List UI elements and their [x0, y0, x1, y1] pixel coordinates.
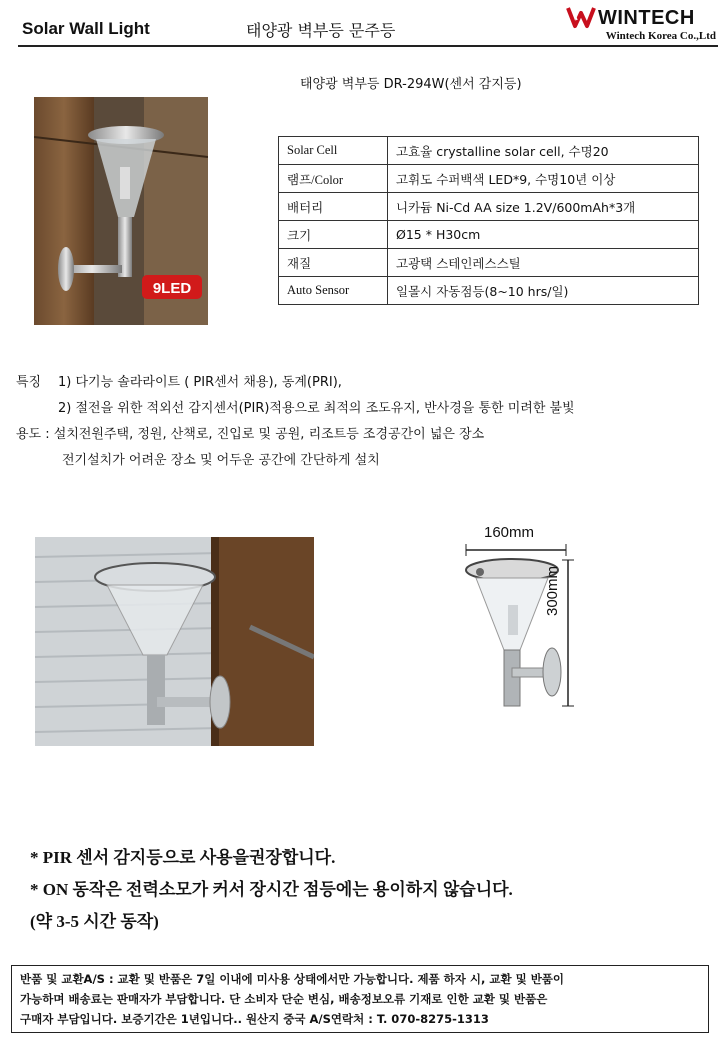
feature-item-2: 2) 절전을 위한 적외선 감지센서(PIR)적용으로 최적의 조도유지, 반사경을 통한 미려한 불빛 — [58, 401, 575, 416]
dimension-drawing — [456, 520, 586, 720]
feature-item-1: 1) 다기능 솔라라이트 ( PIR센서 채용), 동계(PRI), — [58, 375, 342, 390]
logo-wordmark: WINTECH — [598, 7, 695, 29]
header-divider — [18, 45, 718, 47]
features-label: 특징 — [16, 375, 42, 390]
product-title: 태양광 벽부등 DR-294W(센서 감지등) — [300, 77, 522, 92]
header-title-ko: 태양광 벽부등 문주등 — [246, 21, 396, 40]
spec-label: 크기 — [279, 221, 388, 249]
table-row — [279, 249, 699, 277]
led-badge: 9LED — [152, 280, 192, 297]
product-photo-wall — [34, 97, 208, 325]
spec-table — [278, 136, 699, 305]
note-line-2: * ON 동작은 전력소모가 커서 장시간 점등에는 용이하지 않습니다. — [30, 880, 513, 899]
policy-line-1: 반품 및 교환A/S : 교환 및 반품은 7일 이내에 미사용 상태에서만 가능합니다. 제품 하자 시, 교환 및 반품이 — [20, 972, 565, 986]
wintech-logo — [566, 5, 716, 45]
spec-value: 고광택 스테인레스스틸 — [388, 249, 699, 277]
spec-label: 재질 — [279, 249, 388, 277]
policy-line-2: 가능하며 배송료는 판매자가 부담합니다. 단 소비자 단순 변심, 배송정보오류 기재로 인한 교환 및 반품은 — [20, 992, 548, 1006]
table-row — [279, 165, 699, 193]
spec-value: 일몰시 자동점등(8~10 hrs/일) — [388, 277, 699, 305]
usage-line-2: 전기설치가 어려운 장소 및 어두운 공간에 간단하게 설치 — [62, 453, 380, 468]
spec-value: 니카듐 Ni-Cd AA size 1.2V/600mAh*3개 — [388, 193, 699, 221]
usage-line-1: 용도 : 설치전원주택, 정원, 산책로, 진입로 및 공원, 리조트등 조경공간이 넓은 장소 — [16, 427, 485, 442]
note-line-3: (약 3-5 시간 동작) — [30, 912, 159, 931]
width-dimension-label: 160mm — [484, 524, 535, 541]
spec-value: 고휘도 수퍼백색 LED*9, 수명10년 이상 — [388, 165, 699, 193]
logo-company: Wintech Korea Co.,Ltd — [605, 30, 716, 42]
dimension-diagram — [456, 520, 586, 720]
table-row — [279, 137, 699, 165]
return-policy-box — [11, 965, 709, 1033]
spec-label: Solar Cell — [279, 137, 388, 165]
policy-line-3: 구매자 부담입니다. 보증기간은 1년입니다.. 원산지 중국 A/S연락처 : T. 070-8275-1313 — [20, 1012, 489, 1026]
spec-value: 고효율 crystalline solar cell, 수명20 — [388, 137, 699, 165]
table-row — [279, 193, 699, 221]
table-row — [279, 221, 699, 249]
spec-value: Ø15 * H30cm — [388, 221, 699, 249]
usage-notes — [30, 842, 513, 938]
logo-mark-icon — [566, 5, 596, 29]
spec-label: 램프/Color — [279, 165, 388, 193]
header-title-en: Solar Wall Light — [22, 19, 150, 38]
height-dimension-label: 300mm — [544, 565, 561, 616]
spec-label: Auto Sensor — [279, 277, 388, 305]
spec-label: 배터리 — [279, 193, 388, 221]
table-row — [279, 277, 699, 305]
note-line-1: * PIR 센서 감지등으로 사용을권장합니다. — [30, 848, 336, 867]
product-photo-installed — [35, 537, 314, 746]
